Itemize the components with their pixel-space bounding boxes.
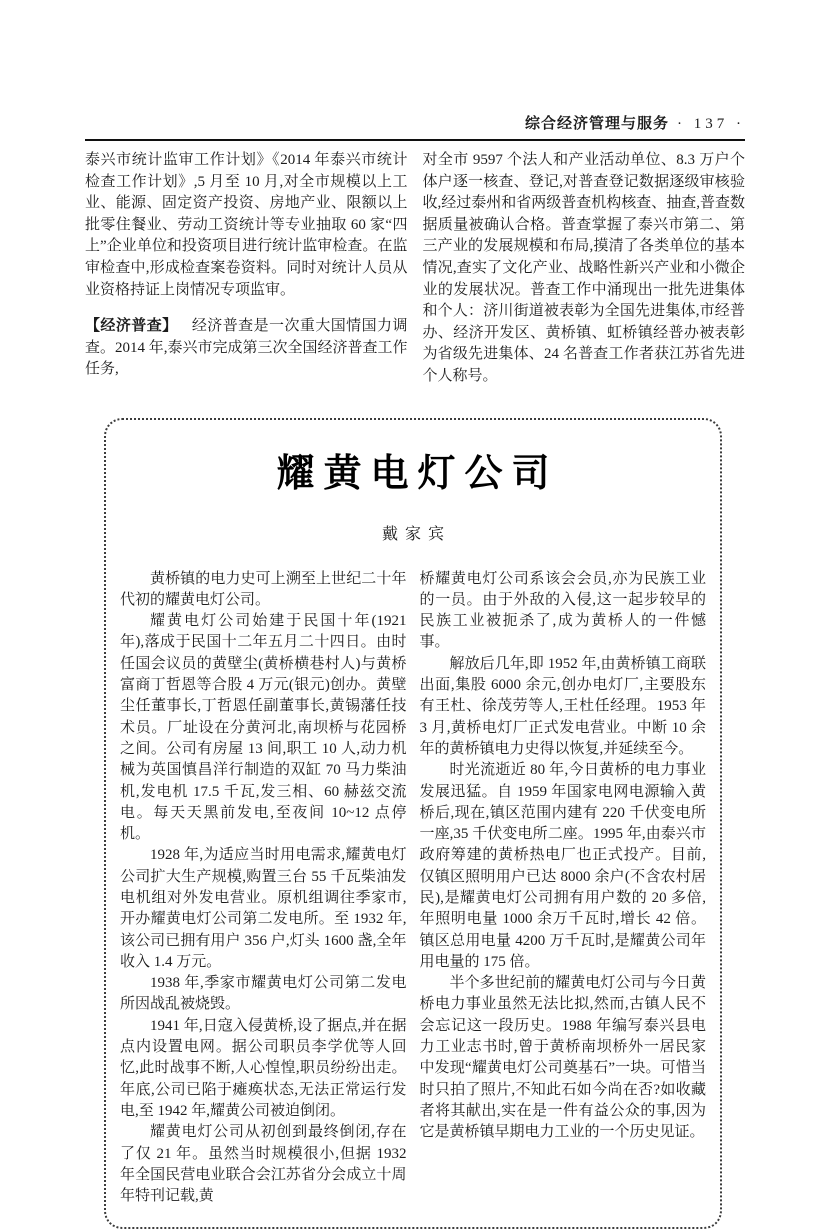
page-content <box>85 112 745 1229</box>
article-paragraph: 半个多世纪前的耀黄电灯公司与今日黄桥电力事业虽然无法比拟,然而,古镇人民不会忘记这一段历史。1988 年编写泰兴县电力工业志书时,曾于黄桥南坝桥外一居民家中发现“耀黄电灯公司奠基石”一块。可惜当时只拍了照片,不知此石如今尚在否?如收藏者将其献出,实在是一件有益公众的事,因为它是黄桥镇早期电力工业的一个历史见证。 <box>419 975 706 1141</box>
article-paragraph: 耀黄电灯公司始建于民国十年(1921 年),落成于民国十二年五月二十四日。由时任国会议员的黄壁尘(黄桥横巷村人)与黄桥富商丁哲恩等合股 4 万元(银元)创办。黄壁尘任董事长,丁哲恩任副董事长,黄锡藩任技术员。厂址设在分黄河北,南坝桥与花园桥之间。公司有房屋 13 间,职工 10 人,动力机械为英国慎昌洋行制造的双缸 70 马力柴油机,发电机 17.5 千瓦,发三相、60 赫兹交流电。每天天黑前发电,至夜间 10~12 点停机。 <box>120 613 407 843</box>
article-title: 耀黄电灯公司 <box>276 452 559 495</box>
entry-label: 【经济普查】 <box>85 317 178 335</box>
article-paragraph: 解放后几年,即 1952 年,由黄桥镇工商联出面,集股 6000 余元,创办电灯厂,主要股东有王杜、徐茂劳等人,王杜任经理。1953 年 3 月,黄桥电灯厂正式发电营业。中断 10 余年的黄桥镇电力史得以恢复,并延续至今。 <box>419 655 706 757</box>
header-rule <box>85 139 745 141</box>
entry-text: 经济普查是一次重大国情国力调查。2014 年,泰兴市完成第三次全国经济普查工作任务, <box>85 318 408 378</box>
article-box <box>104 418 722 1229</box>
intro-left-column <box>85 150 408 388</box>
article-paragraph: 时光流逝近 80 年,今日黄桥的电力事业发展迅猛。自 1959 年国家电网电源输入黄桥后,现在,镇区范围内建有 220 千伏变电所一座,35 千伏变电所二座。1995 年,由泰兴市政府筹建的黄桥热电厂也正式投产。目前,仅镇区照明用户已达 8000 余户(不含农村居民),是耀黄电灯公司拥有用户数的 20 多倍,年照明电量 1000 余万千瓦时,增长 42 倍。镇区总用电量 4200 万千瓦时,是耀黄公司年用电量的 175 倍。 <box>419 762 706 970</box>
running-head <box>85 112 745 133</box>
intro-paragraph: 泰兴市统计监审工作计划》《2014 年泰兴市统计检查工作计划》,5 月至 10 月,对全市规模以上工业、能源、固定资产投资、房地产业、限额以上批零住餐业、劳动工资统计等专业抽取 60 家“四上”企业单位和投资项目进行统计监审检查。在监审检查中,形成检查案卷资料。同时对统计人员从业资格持证上岗情况专项监审。 <box>85 152 408 298</box>
entry-paragraph <box>85 315 408 381</box>
intro-right-column <box>423 150 746 388</box>
article-paragraph: 耀黄电灯公司从初创到最终倒闭,存在了仅 21 年。虽然当时规模很小,但据 1932 年全国民营电业联合会江苏省分会成立十周年特刊记载,黄 <box>120 1124 407 1205</box>
article-left-column <box>120 569 407 1208</box>
article-right-column <box>420 569 707 1208</box>
article-paragraph: 1938 年,季家市耀黄电灯公司第二发电所因战乱被烧毁。 <box>120 975 407 1013</box>
section-title: 综合经济管理与服务 <box>524 115 669 132</box>
page-number: · 137 · <box>677 116 745 132</box>
intro-paragraph: 对全市 9597 个法人和产业活动单位、8.3 万户个体户逐一核查、登记,对普查登记数据逐级审核验收,经过泰州和省两级普查机构核查、抽查,普查数据质量被确认合格。普查掌握了泰兴市第二、第三产业的发展规模和布局,摸清了各类单位的基本情况,查实了文化产业、战略性新兴产业和小微企业的发展状况。普查工作中涌现出一批先进集体和个人：济川街道被表彰为全国先进集体,市经普办、经济开发区、黄桥镇、虹桥镇经普办被表彰为省级先进集体、24 名普查工作者获江苏省先进个人称号。 <box>422 152 746 384</box>
article-author: 戴家宾 <box>381 525 451 543</box>
article-paragraph: 1928 年,为适应当时用电需求,耀黄电灯公司扩大生产规模,购置三台 55 千瓦柴油发电机组对外发电营业。原机组调往季家市,开办耀黄电灯公司第二发电所。至 1932 年,该公司已拥有用户 356 户,灯头 1600 盏,全年收入 1.4 万元。 <box>120 847 407 970</box>
intro-section <box>85 150 745 388</box>
article-body <box>120 569 706 1208</box>
article-paragraph: 黄桥镇的电力史可上溯至上世纪二十年代初的耀黄电灯公司。 <box>120 570 407 608</box>
article-paragraph: 1941 年,日寇入侵黄桥,设了据点,并在据点内设置电网。据公司职员李学优等人回忆,此时战事不断,人心惶惶,职员纷纷出走。年底,公司已陷于瘫痪状态,无法正常运行发电,至 1942 年,耀黄公司被迫倒闭。 <box>120 1017 407 1119</box>
article-paragraph: 桥耀黄电灯公司系该会会员,亦为民族工业的一员。由于外敌的入侵,这一起步较早的民族工业被扼杀了,成为黄桥人的一件憾事。 <box>419 570 706 651</box>
